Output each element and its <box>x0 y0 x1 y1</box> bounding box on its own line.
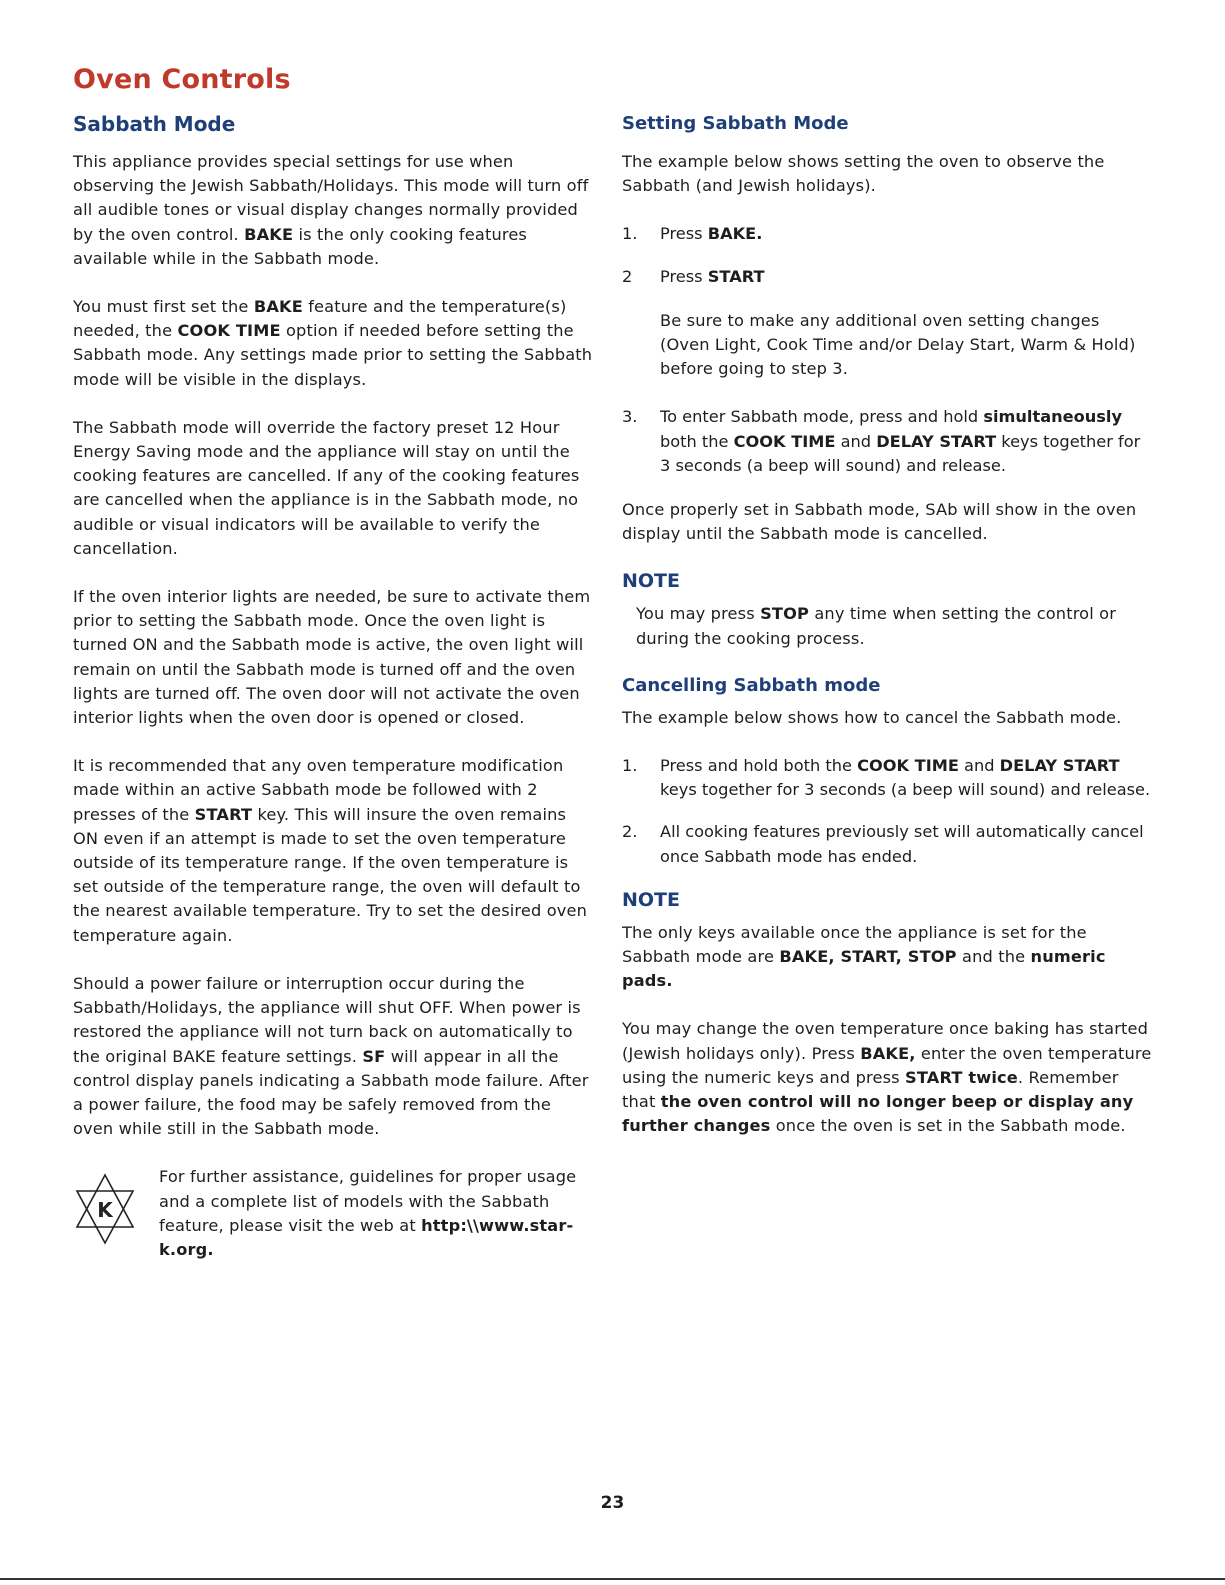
sabbath-set-result: Once properly set in Sabbath mode, SAb will show in the oven display until the Sabbath mode is cancelled. <box>622 500 1137 544</box>
bold-text: http:\\www.star-k.org. <box>159 1215 574 1259</box>
star-k-text: For further assistance, guidelines for proper usage and a complete list of models with the Sabbath feature, please visit the web at http:\\www.star-k.org. <box>159 1167 577 1259</box>
bold-text: the oven control will no longer beep or display any further changes <box>622 1092 1134 1136</box>
cancel-intro: The example below shows how to cancel the Sabbath mode. <box>622 707 1122 727</box>
section-heading-cancelling: Cancelling Sabbath mode <box>622 674 881 696</box>
bold-text: START twice <box>905 1067 1018 1087</box>
star-k-logo-icon <box>73 1173 137 1245</box>
bottom-divider <box>0 1578 1225 1580</box>
star-k-info <box>73 1165 595 1262</box>
step-number: 1. <box>622 756 638 776</box>
bold-text: DELAY START <box>876 431 997 451</box>
bold-text: BAKE <box>244 224 294 244</box>
step-text: Press START <box>660 266 765 286</box>
note-stop: You may press STOP any time when setting the control or during the cooking process. <box>636 604 1117 648</box>
paragraph-oven-lights: If the oven interior lights are needed, be sure to activate them prior to setting the Sabbath mode. Once the oven light is turned ON and the Sabbath mode is active, the oven light will remain on until the Sabbath mode is turned off and the oven lights are turned off. The oven door will not activate the oven interior lights when the oven door is opened or closed. <box>73 587 591 728</box>
bold-text: BAKE. <box>707 224 763 244</box>
page-number: 23 <box>600 1493 625 1513</box>
note-heading: NOTE <box>622 570 680 593</box>
step-number: 3. <box>622 407 638 427</box>
bold-text: STOP <box>760 604 810 624</box>
note-available-keys: The only keys available once the appliance is set for the Sabbath mode are BAKE, START, STOP and the numeric pads. <box>622 922 1106 991</box>
step-item <box>622 405 1152 478</box>
step-item <box>622 754 1152 802</box>
bold-text: START <box>707 266 765 286</box>
step-text: All cooking features previously set will automatically cancel once Sabbath mode has ended. <box>660 822 1144 866</box>
bold-text: BAKE <box>253 297 303 317</box>
paragraph-energy-saving: The Sabbath mode will override the factory preset 12 Hour Energy Saving mode and the appliance will stay on until the cooking features are cancelled. If any of the cooking features are cancelled when the appliance is in the Sabbath mode, no audible or visual indicators will be available to verify the cancellation. <box>73 417 580 558</box>
bold-text: COOK TIME <box>177 321 281 341</box>
step-text: Press BAKE. <box>660 224 763 244</box>
bold-text: BAKE, START, STOP <box>779 947 957 967</box>
bold-text: COOK TIME <box>733 431 836 451</box>
cancel-steps <box>622 754 1152 869</box>
bold-text: BAKE, <box>860 1043 916 1063</box>
step-text: Press and hold both the COOK TIME and DELAY START keys together for 3 seconds (a beep will sound) and release. <box>660 756 1151 800</box>
bold-text: COOK TIME <box>857 756 959 776</box>
step-number: 2 <box>622 266 633 286</box>
note-change-temperature: You may change the oven temperature once baking has started (Jewish holidays only). Press BAKE, enter the oven temperature using the numeric keys and press START twice. Remember that the oven control will no longer beep or display any further changes once the oven is set in the Sabbath mode. <box>622 1019 1152 1136</box>
step-text: To enter Sabbath mode, press and hold simultaneously both the COOK TIME and DELAY START keys together for 3 seconds (a beep will sound) and release. <box>660 407 1141 475</box>
note-heading: NOTE <box>622 888 680 911</box>
section-heading-setting-sabbath: Setting Sabbath Mode <box>622 113 849 134</box>
step-item <box>622 820 1152 868</box>
paragraph-temperature-modification: It is recommended that any oven temperature modification made within an active Sabbath mode be followed with 2 presses of the START key. This will insure the oven remains ON even if an attempt is made to set the oven temperature outside of its temperature range. If the oven temperature is set outside of the temperature range, the oven will default to the nearest available temperature. Try to set the desired oven temperature again. <box>73 756 588 945</box>
right-column <box>622 110 1152 1162</box>
bold-text: START <box>194 804 253 824</box>
bold-text: DELAY START <box>999 756 1120 776</box>
step-item <box>622 222 1152 246</box>
step-number: 2. <box>622 822 638 842</box>
paragraph-power-failure: Should a power failure or interruption occur during the Sabbath/Holidays, the appliance will shut OFF. When power is restored the appliance will not turn back on automatically to the original BAKE feature settings. SF will appear in all the control display panels indicating a Sabbath mode failure. After a power failure, the food may be safely removed from the oven while still in the Sabbath mode. <box>73 973 589 1139</box>
section-heading-sabbath-mode: Sabbath Mode <box>73 112 236 136</box>
bold-text: numeric pads. <box>622 947 1106 991</box>
bold-text: SF <box>362 1046 386 1066</box>
step-number: 1. <box>622 224 638 244</box>
setting-steps <box>622 222 1152 288</box>
setting-intro: The example below shows setting the oven to observe the Sabbath (and Jewish holidays). <box>622 152 1105 196</box>
paragraph-intro: This appliance provides special settings for use when observing the Jewish Sabbath/Holidays. This mode will turn off all audible tones or visual display changes normally provided by the oven control. BAKE is the only cooking features available while in the Sabbath mode. <box>73 152 589 268</box>
bold-text: simultaneously <box>983 407 1123 427</box>
paragraph-bake-setup: You must first set the BAKE feature and the temperature(s) needed, the COOK TIME option if needed before setting the Sabbath mode. Any settings made prior to setting the Sabbath mode will be visible in the displays. <box>73 297 593 389</box>
svg-text:K: K <box>97 1198 113 1223</box>
setting-steps-continued <box>622 405 1152 478</box>
step-item <box>622 265 1152 289</box>
step-note: Be sure to make any additional oven setting changes (Oven Light, Cook Time and/or Delay Start, Warm & Hold) before going to step 3. <box>660 310 1136 379</box>
page-title: Oven Controls <box>73 64 291 95</box>
left-column <box>73 110 595 1262</box>
